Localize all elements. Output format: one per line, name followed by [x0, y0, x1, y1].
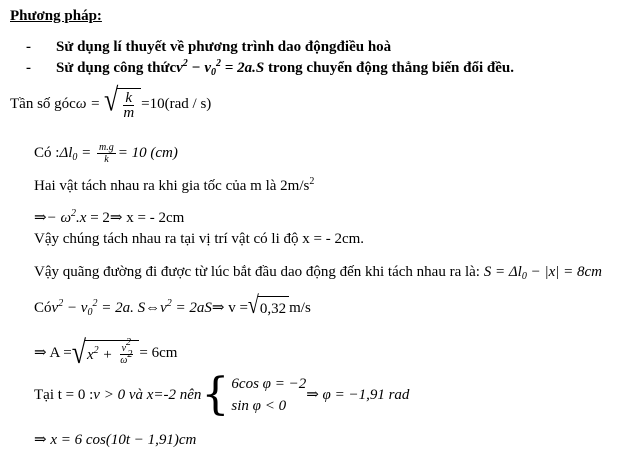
bullet-text-post: trong chuyển động thẳng biến đổi đều. — [264, 60, 514, 76]
phase-label: Tại t = 0 : — [34, 387, 94, 403]
velocity-label: Có — [34, 299, 52, 316]
bullet-item — [26, 58, 514, 78]
velocity-sqrt: √ 0,32 — [248, 296, 289, 319]
position-conclusion — [34, 229, 364, 249]
velocity-line — [34, 291, 311, 320]
amplitude-line — [34, 333, 177, 373]
delta-l-result: = 10 (cm) — [117, 145, 178, 161]
bullet-text-pre: Sử dụng công thức — [56, 60, 177, 76]
system-row-2: sin φ < 0 — [231, 398, 287, 414]
section-heading: Phương pháp: — [10, 8, 102, 24]
distance-text: Vậy quãng đường đi được từ lúc bắt đầu dao động đến khi tách nhau ra là: — [34, 264, 484, 280]
distance-result: = 8cm — [563, 264, 602, 280]
bullet-dash: - — [26, 39, 31, 55]
omega-symbol: ω = — [75, 96, 105, 112]
velocity-implies: ⇒ v = — [211, 299, 248, 316]
phase-condition: v > 0 và x=-2 nên — [93, 387, 202, 403]
velocity-formula: $v^2 - v_0^2 = 2a.S$ — [176, 58, 265, 78]
final-equation — [34, 430, 196, 450]
omega-sqrt: √ $\frac{k}{m}$ — [104, 88, 141, 120]
delta-l-fraction: $\frac{m.g}{k}$ — [99, 141, 114, 165]
delta-l-symbol: $\Delta l_0$ = — [59, 145, 96, 163]
phase-line — [34, 369, 410, 420]
omega-result: =10(rad / s) — [141, 96, 212, 112]
phase-system: { 6cos φ = −2 sin φ < 0 — [201, 369, 307, 420]
delta-l-line — [34, 138, 178, 168]
amplitude-result: = 6cm — [139, 345, 178, 361]
velocity-unit: m/s — [289, 299, 311, 316]
implies-arrow: ⇒ — [34, 210, 47, 226]
accel-expression: − $\omega^2.x$ — [46, 208, 87, 226]
omega-label: Tần số góc — [10, 96, 76, 112]
bullet-item — [26, 37, 391, 57]
system-row-1: 6cos φ = −2 — [231, 376, 307, 392]
position-result: = 2⇒ x = - 2cm — [86, 210, 185, 226]
amplitude-label: ⇒ A = — [34, 345, 72, 361]
position-conclusion-text: Vậy chúng tách nhau ra tại vị trí vật có li độ x = - 2cm. — [34, 231, 365, 247]
superscript-2: 2 — [309, 176, 315, 187]
delta-l-label: Có : — [34, 145, 60, 161]
velocity-equation: $v^2 - v_0^2 = 2a$. $S\Leftrightarrow v^2 = 2aS$ — [51, 297, 212, 318]
distance-formula: $S = \Delta l_0 - |x|$ — [483, 264, 564, 282]
amplitude-sqrt: √ $x^2$ + $\frac{v^2}{\omega^2}$ — [72, 340, 140, 366]
separation-line — [34, 176, 314, 196]
bullet-dash: - — [26, 60, 31, 76]
position-equation — [34, 208, 184, 228]
separation-text: Hai vật tách nhau ra khi gia tốc của m là 2m/s — [34, 178, 310, 194]
final-equation-text: ⇒ x = 6 cos(10t − 1,91)cm — [34, 432, 197, 448]
distance-line — [34, 262, 602, 282]
phase-result: ⇒ φ = −1,91 rad — [306, 387, 410, 403]
omega-line — [10, 81, 212, 124]
bullet-text: Sử dụng lí thuyết về phương trình dao độngđiều hoà — [56, 39, 392, 55]
